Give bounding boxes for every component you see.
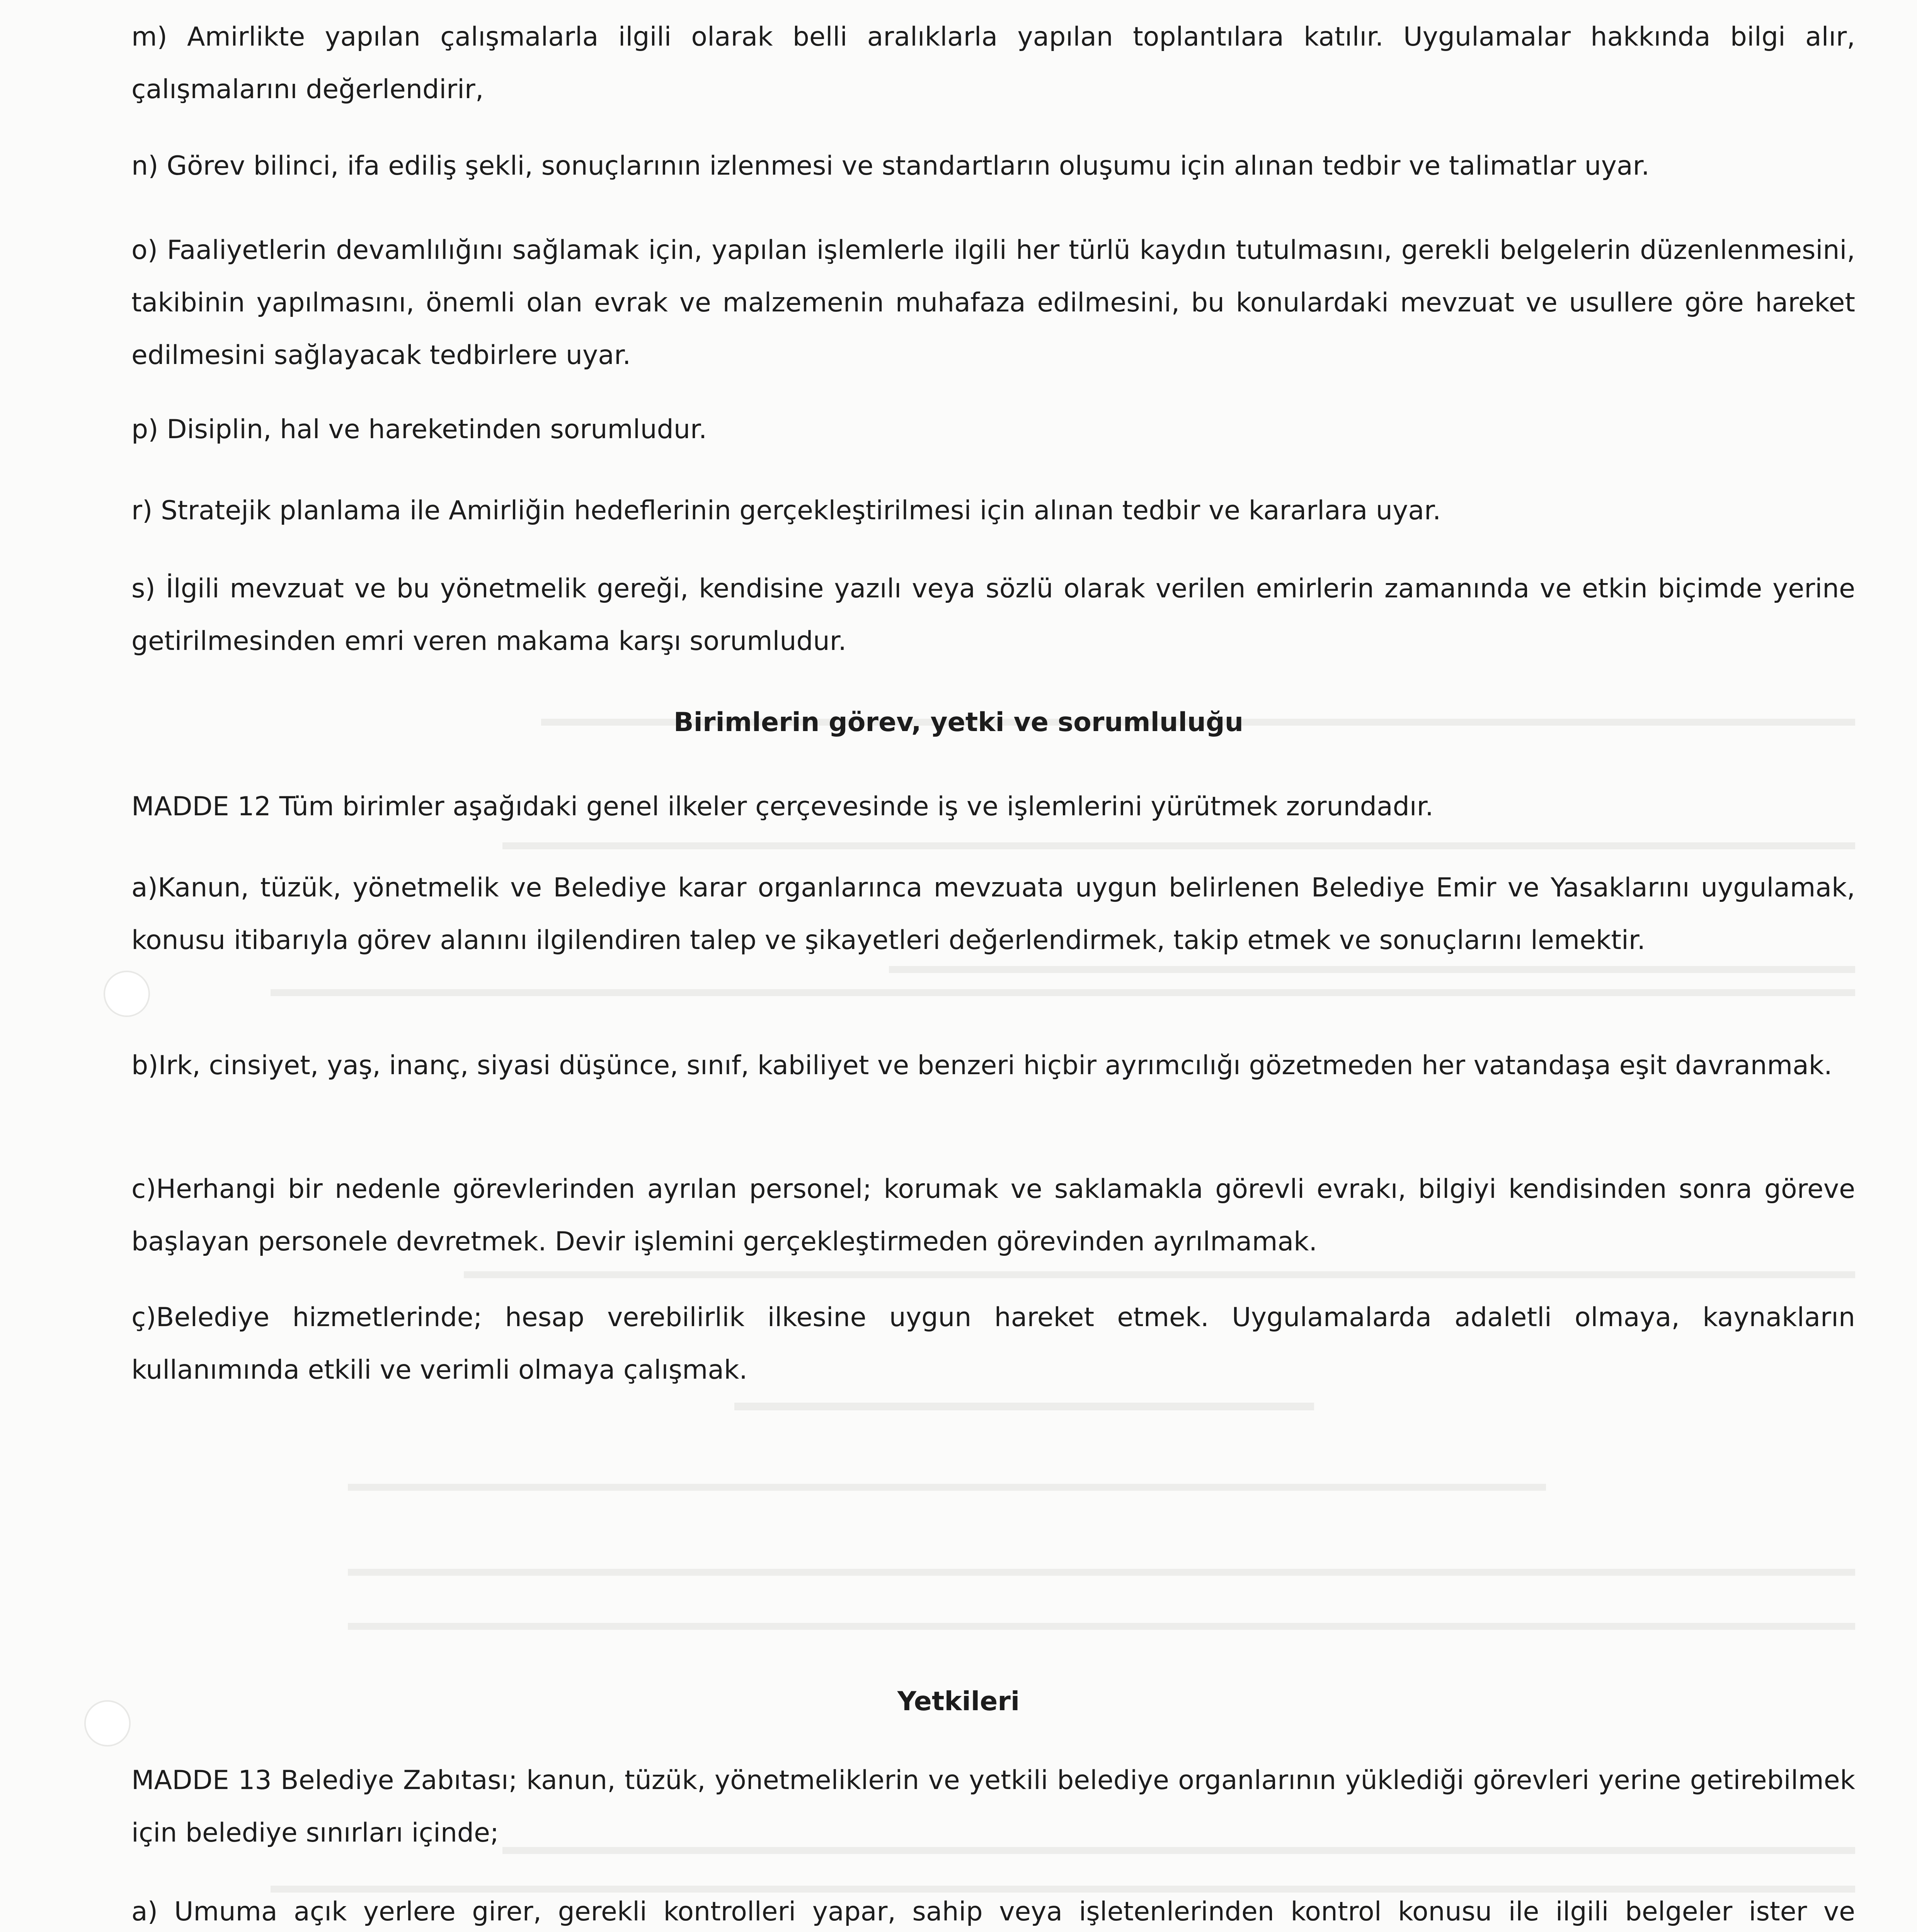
paragraph-item-n: n) Görev bilinci, ifa ediliş şekli, sonuçlarının izlenmesi ve standartların oluşumu için alınan tedbir ve talimatlar uyar. [131,151,1650,181]
paragraph-item-m: m) Amirlikte yapılan çalışmalarla ilgili olarak belli aralıklarla yapılan toplantılara katılır. Uygulamalar hakkında bilgi alır, çalışmalarını değerlendirir, [131,22,1855,105]
section-heading-yetkiler: Yetkileri [897,1686,1020,1717]
madde-12-item-cc: ç)Belediye hizmetlerinde; hesap verebilirlik ilkesine uygun hareket etmek. Uygulamalarda adaletli olmaya, kaynakların kullanımında etkili ve verimli olmaya çalışmak. [131,1302,1855,1385]
madde-12-intro: MADDE 12 Tüm birimler aşağıdaki genel ilkeler çerçevesinde iş ve işlemlerini yürütmek zorundadır. [131,791,1434,822]
paragraph-item-p: p) Disiplin, hal ve hareketinden sorumludur. [131,414,707,445]
paragraph-item-o: o) Faaliyetlerin devamlılığını sağlamak için, yapılan işlemlerle ilgili her türlü kaydın tutulmasını, gerekli belgelerin düzenlenmesini, takibinin yapılmasını, önemli olan evrak ve malzemenin muhafaza edilmesini, bu konulardaki mevzuat ve usullere göre hareket edilmesini sağlayacak tedbirlere uyar. [131,235,1855,371]
madde-13-item-a: a) Umuma açık yerlere girer, gerekli kontrolleri yapar, sahip veya işletenlerinden kontrol konusu ile ilgili belgeler ister ve [131,1896,1855,1927]
madde-12-item-b: b)Irk, cinsiyet, yaş, inanç, siyasi düşünce, sınıf, kabiliyet ve benzeri hiçbir ayrımcılığı gözetmeden her vatandaşa eşit davranmak. [131,1050,1832,1081]
section-heading-birimler: Birimlerin görev, yetki ve sorumluluğu [673,707,1244,738]
madde-12-item-c: c)Herhangi bir nedenle görevlerinden ayrılan personel; korumak ve saklamakla görevli evrakı, bilgiyi kendisinden sonra göreve başlayan personele devretmek. Devir işlemini gerçekleştirmeden görevinden ayrılmamak. [131,1174,1855,1257]
madde-13-intro: MADDE 13 Belediye Zabıtası; kanun, tüzük, yönetmeliklerin ve yetkili belediye organlarının yüklediği görevleri yerine getirebilmek için belediye sınırları içinde; [131,1765,1855,1848]
paragraph-item-r: r) Stratejik planlama ile Amirliğin hedeflerinin gerçekleştirilmesi için alınan tedbir ve kararlara uyar. [131,495,1441,526]
madde-12-item-a: a)Kanun, tüzük, yönetmelik ve Belediye karar organlarınca mevzuata uygun belirlenen Belediye Emir ve Yasaklarını uygulamak, konusu itibarıyla görev alanını ilgilendiren talep ve şikayetleri değerlendirmek, takip etmek ve sonuçlarını lemektir. [131,872,1855,956]
paragraph-item-s: s) İlgili mevzuat ve bu yönetmelik gereği, kendisine yazılı veya sözlü olarak verilen emirlerin zamanında ve etkin biçimde yerine getirilmesinden emri veren makama karşı sorumludur. [131,573,1855,656]
binder-punch-hole-upper [104,971,150,1017]
